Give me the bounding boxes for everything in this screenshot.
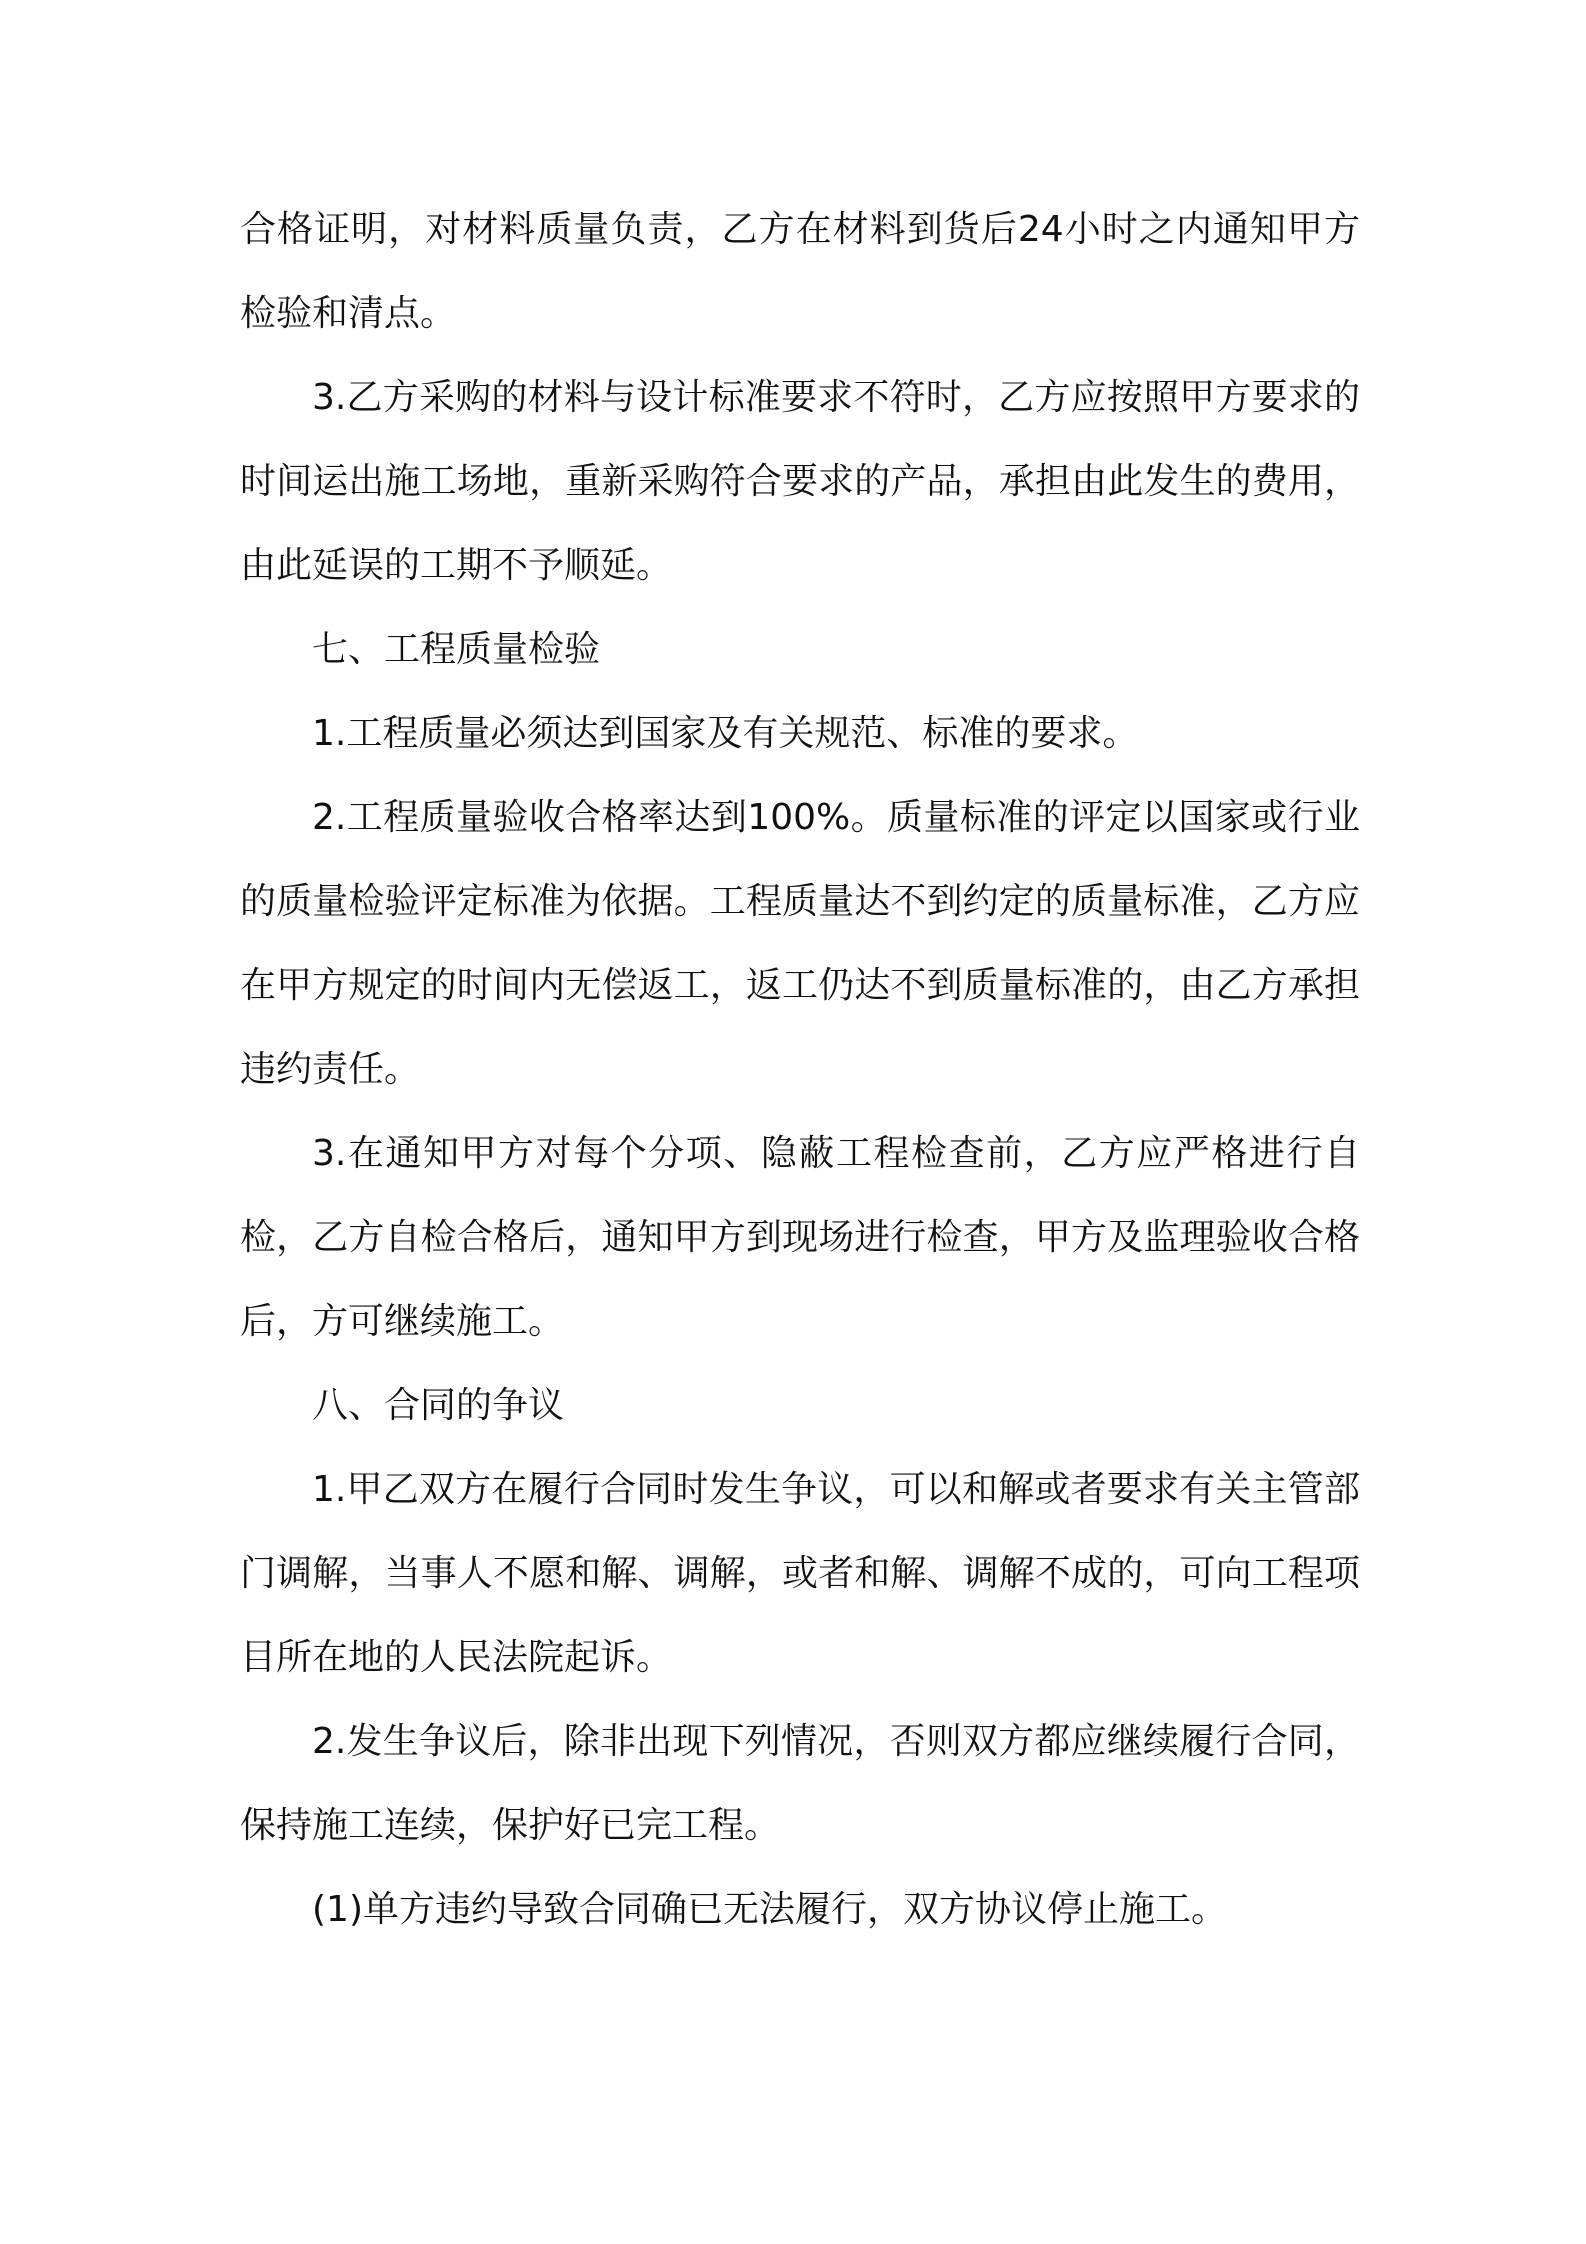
paragraph-clause-1-dispute: 1.甲乙双方在履行合同时发生争议，可以和解或者要求有关主管部门调解，当事人不愿和解、调解，或者和解、调解不成的，可向工程项目所在地的人民法院起诉。 bbox=[240, 1469, 1360, 1678]
paragraph-subclause-1: (1)单方违约导致合同确已无法履行，双方协议停止施工。 bbox=[312, 1889, 1227, 1930]
paragraph-clause-2-continue: 2.发生争议后，除非出现下列情况，否则双方都应继续履行合同，保持施工连续，保护好已完工程。 bbox=[240, 1721, 1360, 1846]
section-heading-7: 七、工程质量检验 bbox=[312, 629, 601, 670]
section-heading-8: 八、合同的争议 bbox=[312, 1385, 565, 1426]
paragraph-clause-3-inspection: 3.在通知甲方对每个分项、隐蔽工程检查前，乙方应严格进行自检，乙方自检合格后，通知甲方到现场进行检查，甲方及监理验收合格后，方可继续施工。 bbox=[240, 1133, 1360, 1342]
document-body bbox=[240, 188, 1360, 1952]
paragraph-clause-1-quality: 1.工程质量必须达到国家及有关规范、标准的要求。 bbox=[312, 713, 1139, 754]
paragraph-clause-2-acceptance: 2.工程质量验收合格率达到100%。质量标准的评定以国家或行业的质量检验评定标准为依据。工程质量达不到约定的质量标准，乙方应在甲方规定的时间内无偿返工，返工仍达不到质量标准的，由乙方承担违约责任。 bbox=[240, 797, 1360, 1090]
paragraph-continuation: 合格证明，对材料质量负责，乙方在材料到货后24小时之内通知甲方检验和清点。 bbox=[240, 209, 1360, 334]
paragraph-clause-3-materials: 3.乙方采购的材料与设计标准要求不符时，乙方应按照甲方要求的时间运出施工场地，重新采购符合要求的产品，承担由此发生的费用，由此延误的工期不予顺延。 bbox=[240, 377, 1360, 586]
